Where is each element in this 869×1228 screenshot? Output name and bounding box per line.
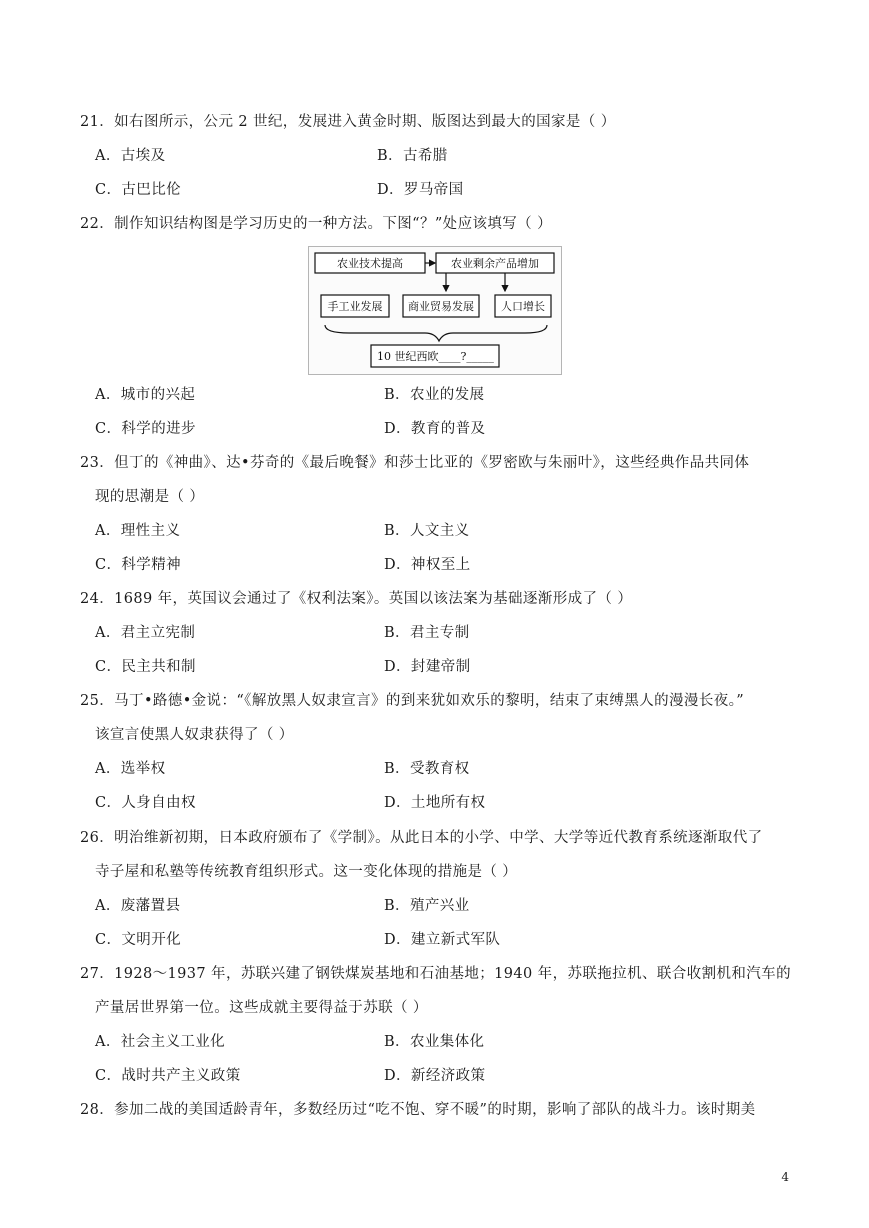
question-21-option-b[interactable]: B．古希腊 — [377, 148, 448, 164]
question-24-option-a[interactable]: A．君主立宪制 — [95, 625, 196, 641]
knowledge-structure-diagram — [308, 246, 562, 375]
question-25-stem-line-2: 该宣言使黑人奴隶获得了（ ） — [95, 727, 294, 743]
question-25-option-d[interactable]: D．土地所有权 — [384, 795, 486, 811]
question-22-option-b[interactable]: B．农业的发展 — [384, 387, 485, 403]
question-23-stem-line-1: 23．但丁的《神曲》、达•芬奇的《最后晚餐》和莎士比亚的《罗密欧与朱丽叶》，这些经典作品共同体 — [80, 455, 750, 471]
question-23-option-c[interactable]: C．科学精神 — [95, 557, 181, 573]
question-26-stem-line-2: 寺子屋和私塾等传统教育组织形式。这一变化体现的措施是（ ） — [95, 864, 518, 880]
question-27-option-a[interactable]: A．社会主义工业化 — [95, 1034, 226, 1050]
question-28-stem: 28．参加二战的美国适龄青年，多数经历过“吃不饱、穿不暖”的时期，影响了部队的战斗力。该时期美 — [80, 1102, 756, 1118]
question-24-stem: 24．1689 年，英国议会通过了《权利法案》。英国以该法案为基础逐渐形成了（ ） — [80, 591, 633, 607]
question-25-option-c[interactable]: C．人身自由权 — [95, 795, 196, 811]
question-22-option-a[interactable]: A．城市的兴起 — [95, 387, 196, 403]
question-25-stem-line-1: 25．马丁•路德•金说：“《解放黑人奴隶宣言》的到来犹如欢乐的黎明，结束了束缚黑人的漫漫长夜。” — [80, 693, 745, 709]
diagram-box-population: 人口增长 — [501, 300, 545, 313]
question-22-stem: 22．制作知识结构图是学习历史的一种方法。下图“？”处应该填写（ ） — [80, 216, 552, 232]
question-27-option-d[interactable]: D．新经济政策 — [384, 1068, 486, 1084]
question-23-option-b[interactable]: B．人文主义 — [384, 523, 470, 539]
question-26-option-a[interactable]: A．废藩置县 — [95, 898, 181, 914]
diagram-box-handicraft: 手工业发展 — [327, 300, 383, 313]
question-21-stem: 21．如右图所示，公元 2 世纪，发展进入黄金时期、版图达到最大的国家是（ ） — [80, 114, 616, 130]
diagram-box-trade: 商业贸易发展 — [408, 300, 474, 313]
question-23-option-a[interactable]: A．理性主义 — [95, 523, 181, 539]
question-22-option-d[interactable]: D．教育的普及 — [384, 421, 486, 437]
question-24-option-d[interactable]: D．封建帝制 — [384, 659, 471, 675]
question-21-option-a[interactable]: A．古埃及 — [95, 148, 166, 164]
diagram-box-surplus: 农业剩余产品增加 — [451, 257, 539, 270]
question-26-stem-line-1: 26．明治维新初期，日本政府颁布了《学制》。从此日本的小学、中学、大学等近代教育系统逐渐取代了 — [80, 830, 763, 846]
question-26-option-b[interactable]: B．殖产兴业 — [384, 898, 470, 914]
question-21-option-d[interactable]: D．罗马帝国 — [377, 182, 464, 198]
diagram-box-agri-tech: 农业技术提高 — [337, 257, 403, 270]
question-26-option-c[interactable]: C．文明开化 — [95, 932, 181, 948]
question-27-stem-line-1: 27．1928～1937 年，苏联兴建了钢铁煤炭基地和石油基地；1940 年，苏联拖拉机、联合收割机和汽车的 — [80, 966, 791, 982]
question-27-option-c[interactable]: C．战时共产主义政策 — [95, 1068, 241, 1084]
question-24-option-b[interactable]: B．君主专制 — [384, 625, 470, 641]
question-27-option-b[interactable]: B．农业集体化 — [384, 1034, 485, 1050]
question-24-option-c[interactable]: C．民主共和制 — [95, 659, 196, 675]
question-25-option-b[interactable]: B．受教育权 — [384, 761, 470, 777]
question-22-option-c[interactable]: C．科学的进步 — [95, 421, 196, 437]
question-23-option-d[interactable]: D．神权至上 — [384, 557, 471, 573]
page-number: 4 — [781, 1170, 789, 1184]
question-25-option-a[interactable]: A．选举权 — [95, 761, 166, 777]
diagram-box-result: 10 世纪西欧____?_____ — [377, 350, 494, 363]
question-27-stem-line-2: 产量居世界第一位。这些成就主要得益于苏联（ ） — [95, 1000, 428, 1016]
question-26-option-d[interactable]: D．建立新式军队 — [384, 932, 501, 948]
question-21-option-c[interactable]: C．古巴比伦 — [95, 182, 181, 198]
question-23-stem-line-2: 现的思潮是（ ） — [95, 489, 205, 505]
